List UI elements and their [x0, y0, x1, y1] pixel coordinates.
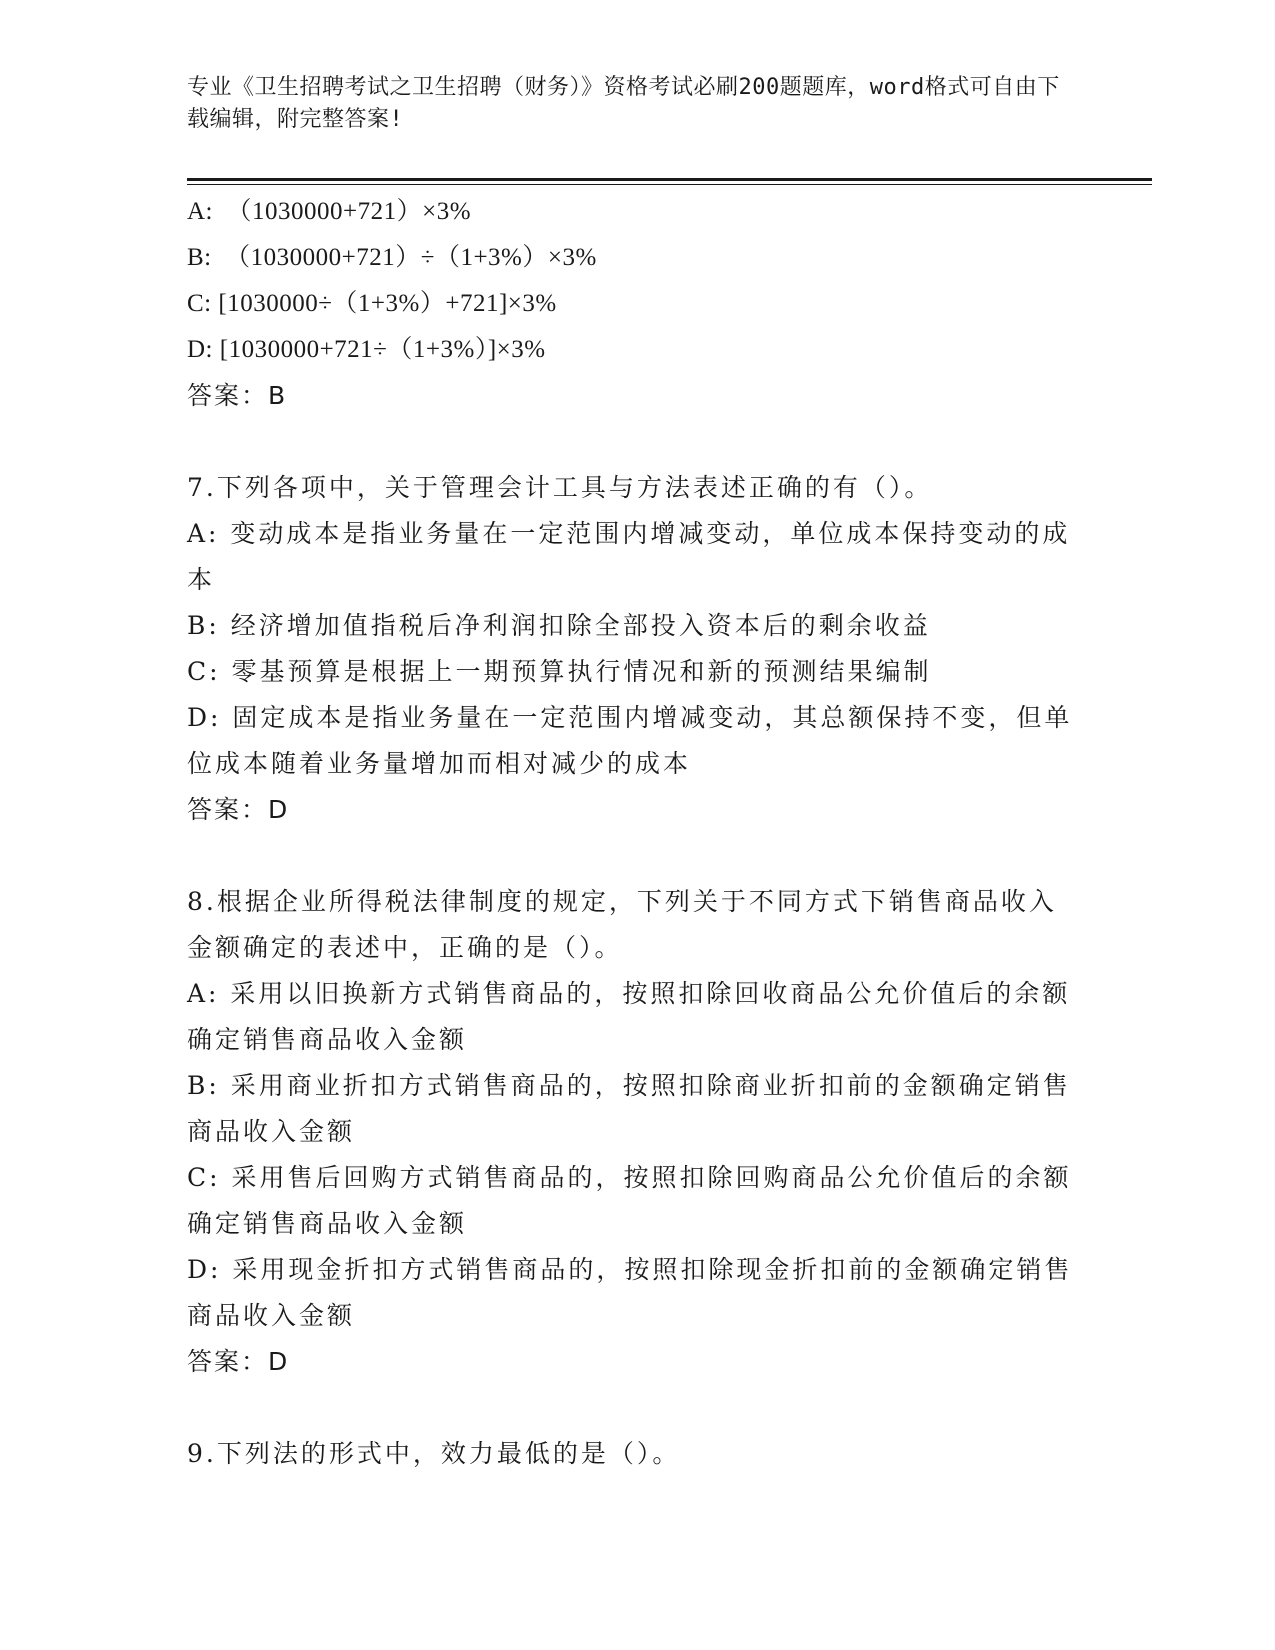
- q7-option-b: B: 经济增加值指税后净利润扣除全部投入资本后的剩余收益: [187, 611, 931, 640]
- q6-option-b: B: （1030000+721）÷（1+3%）×3%: [187, 244, 597, 271]
- document-body: [187, 189, 1077, 1477]
- q6-option-c: C: [1030000÷（1+3%）+721]×3%: [187, 290, 557, 317]
- q8-option-d: D: 采用现金折扣方式销售商品的，按照扣除现金折扣前的金额确定销售商品收入金额: [187, 1255, 1073, 1330]
- q8-option-b: B: 采用商业折扣方式销售商品的，按照扣除商业折扣前的金额确定销售商品收入金额: [187, 1071, 1071, 1146]
- q7-option-c: C: 零基预算是根据上一期预算执行情况和新的预测结果编制: [187, 657, 932, 686]
- question-8-block: [187, 879, 1077, 1385]
- q6-option-a: A: （1030000+721）×3%: [187, 198, 472, 225]
- document-header: 专业《卫生招聘考试之卫生招聘（财务）》资格考试必刷200题题库，word格式可自由下载编辑，附完整答案!: [187, 75, 1060, 132]
- q8-question: 8.根据企业所得税法律制度的规定，下列关于不同方式下销售商品收入金额确定的表述中，正确的是（）。: [187, 887, 1057, 962]
- question-6-block: [187, 189, 1077, 419]
- q8-answer: 答案：D: [187, 1347, 290, 1376]
- q7-answer: 答案：D: [187, 795, 290, 824]
- header-rule-thin: [187, 184, 1152, 185]
- q9-question: 9.下列法的形式中，效力最低的是（）。: [187, 1439, 681, 1468]
- q7-option-a: A: 变动成本是指业务量在一定范围内增减变动，单位成本保持变动的成本: [187, 519, 1071, 594]
- q8-option-a: A: 采用以旧换新方式销售商品的，按照扣除回收商品公允价值后的余额确定销售商品收入金额: [187, 979, 1071, 1054]
- q8-option-c: C: 采用售后回购方式销售商品的，按照扣除回购商品公允价值后的余额确定销售商品收入金额: [187, 1163, 1072, 1238]
- q6-option-d: D: [1030000+721÷（1+3%）]×3%: [187, 336, 546, 363]
- header-rule-thick: [187, 178, 1152, 181]
- q6-answer: 答案：B: [187, 381, 288, 410]
- q7-option-d: D: 固定成本是指业务量在一定范围内增减变动，其总额保持不变，但单位成本随着业务量增加而相对减少的成本: [187, 703, 1073, 778]
- question-7-block: [187, 465, 1077, 833]
- question-9-block: [187, 1431, 1077, 1477]
- q7-question: 7.下列各项中，关于管理会计工具与方法表述正确的有（）。: [187, 473, 933, 502]
